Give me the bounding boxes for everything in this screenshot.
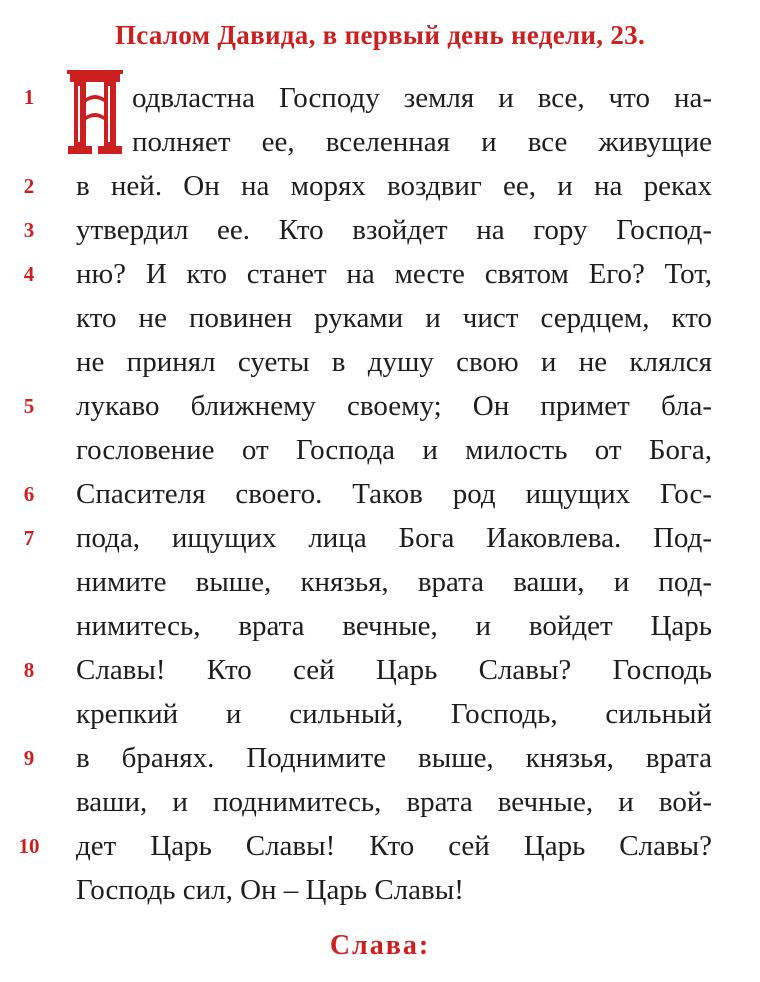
text-line: в бранях. Поднимите выше, князья, врата [76,742,712,774]
text-line: гословение от Господа и милость от Бога, [76,434,712,466]
text-line: дет Царь Славы! Кто сей Царь Славы? [76,830,712,862]
verse-number: 6 [23,482,35,506]
verse-number: 2 [23,174,35,198]
text-line: Славы! Кто сей Царь Славы? Господь [76,654,712,686]
verse-number: 4 [23,262,35,286]
text-line: кто не повинен руками и чист сердцем, кто [76,302,712,334]
text-line: ваши, и поднимитесь, врата вечные, и вой- [76,786,712,818]
closing-glory: Слава: [329,930,431,961]
text-line: пода, ищущих лица Бога Иаковлева. Под- [76,522,712,554]
text-line: лукаво ближнему своему; Он примет бла- [76,390,712,422]
text-line: одвластна Господу земля и все, что на- [132,82,712,114]
text-line: полняет ее, вселенная и все живущие [132,126,712,158]
verse-number: 8 [23,658,35,682]
verse-number-column [0,0,60,982]
verse-number: 7 [23,526,35,550]
verse-number: 9 [23,746,35,770]
psalm-title: Псалом Давида, в первый день недели, 23. [114,20,646,50]
verse-number: 5 [23,394,35,418]
text-line: нимитесь, врата вечные, и войдет Царь [76,610,712,642]
text-line: крепкий и сильный, Господь, сильный [76,698,712,730]
verse-number: 10 [18,834,40,858]
drop-cap-letter [66,70,124,156]
verse-number: 3 [23,218,35,242]
text-line: нимите выше, князья, врата ваши, и под- [76,566,712,598]
text-line: утвердил ее. Кто взойдет на гору Господ- [76,214,712,246]
text-line: Спасителя своего. Таков род ищущих Гос- [76,478,712,510]
text-line: в ней. Он на морях воздвиг ее, и на реках [76,170,712,202]
verse-number: 1 [23,85,35,109]
text-line: ню? И кто станет на месте святом Его? Тот, [76,258,712,290]
text-line: Господь сил, Он – Царь Славы! [76,874,464,906]
text-line: не принял суеты в душу свою и не клялся [76,346,712,378]
